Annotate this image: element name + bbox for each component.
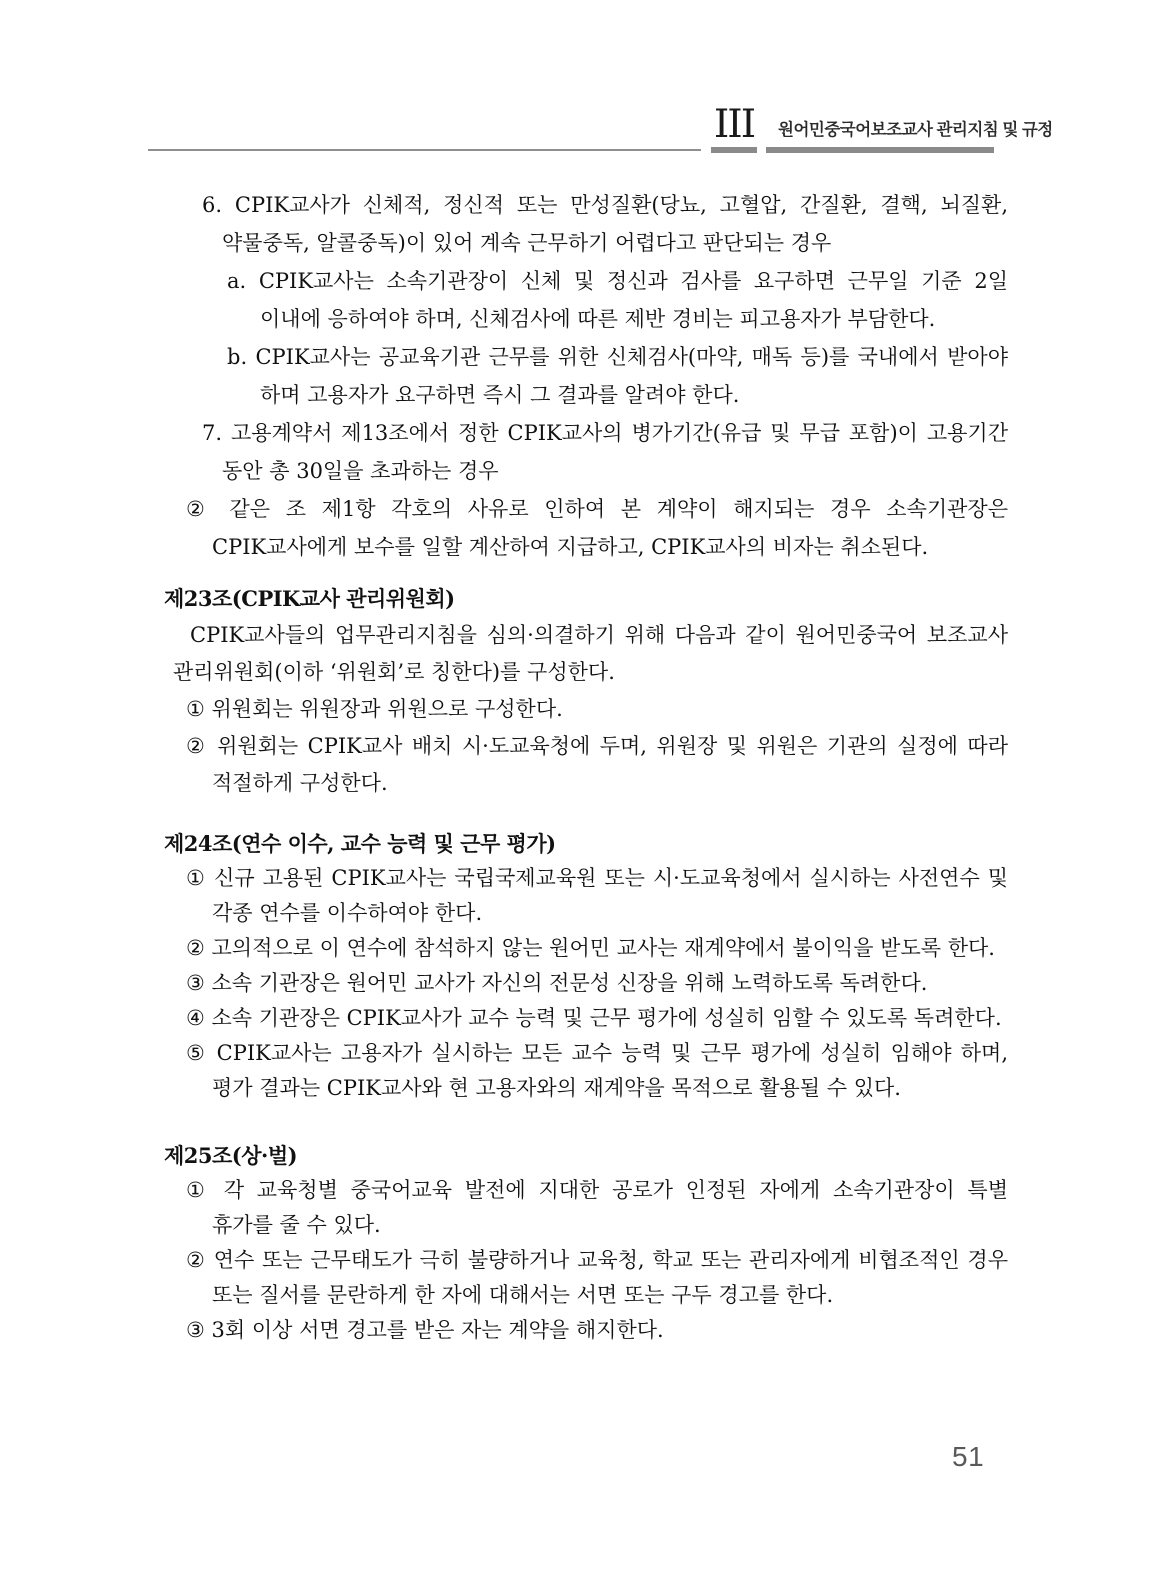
document-body — [164, 186, 1008, 1348]
list-item-24-5 — [164, 1036, 1008, 1106]
item-marker: ② — [186, 497, 214, 521]
item-marker: ③ — [186, 971, 205, 995]
item-marker: ④ — [186, 1006, 205, 1030]
item-marker: ② — [186, 734, 208, 758]
item-marker: 7. — [202, 421, 223, 445]
article-23-lead-paragraph: CPIK교사들의 업무관리지침을 심의·의결하기 위해 다음과 같이 원어민중국어 보조교사 관리위원회(이하 ‘위원회’로 칭한다)를 구성한다. — [173, 623, 1008, 684]
list-item-25-2 — [164, 1243, 1008, 1313]
list-item-25-1 — [164, 1173, 1008, 1243]
article-23-heading: 제23조(CPIK교사 관리위원회) — [164, 586, 455, 611]
item-text: 위원회는 CPIK교사 배치 시·도교육청에 두며, 위원장 및 위원은 기관의 실정에 따라 적절하게 구성한다. — [212, 734, 1008, 795]
section-article-23 — [164, 580, 1008, 802]
item-text: 위원회는 위원장과 위원으로 구성한다. — [211, 697, 563, 721]
header-rule-thin — [148, 149, 701, 151]
article-24-heading: 제24조(연수 이수, 교수 능력 및 근무 평가) — [164, 831, 556, 856]
item-text: 소속 기관장은 원어민 교사가 자신의 전문성 신장을 위해 노력하도록 독려한다. — [211, 971, 928, 995]
list-item-24-2 — [164, 931, 1008, 966]
item-marker: a. — [227, 269, 247, 293]
section-article-24 — [164, 826, 1008, 1106]
list-item-6 — [164, 186, 1008, 262]
item-marker: ① — [186, 1178, 211, 1202]
item-marker: ① — [186, 697, 205, 721]
item-text: 같은 조 제1항 각호의 사유로 인하여 본 계약이 해지되는 경우 소속기관장은 CPIK교사에게 보수를 일할 계산하여 지급하고, CPIK교사의 비자는 취소된다. — [212, 497, 1008, 559]
section-article-25 — [164, 1138, 1008, 1348]
item-text: 연수 또는 근무태도가 극히 불량하거나 교육청, 학교 또는 관리자에게 비협조적인 경우 또는 질서를 문란하게 한 자에 대해서는 서면 또는 구두 경고를 한다. — [212, 1248, 1008, 1307]
item-text: CPIK교사가 신체적, 정신적 또는 만성질환(당뇨, 고혈압, 간질환, 결핵, 뇌질환, 약물중독, 알콜중독)이 있어 계속 근무하기 어렵다고 판단되는 경우 — [222, 193, 1008, 255]
item-marker: ② — [186, 936, 205, 960]
item-text: 3회 이상 서면 경고를 받은 자는 계약을 해지한다. — [211, 1318, 664, 1342]
item-text: 소속 기관장은 CPIK교사가 교수 능력 및 근무 평가에 성실히 임할 수 있도록 독려한다. — [211, 1006, 1002, 1030]
item-marker: ③ — [186, 1318, 205, 1342]
page-number: 51 — [952, 1441, 985, 1472]
item-text: CPIK교사는 공교육기관 근무를 위한 신체검사(마약, 매독 등)를 국내에서 받아야 하며 고용자가 요구하면 즉시 그 결과를 알려야 한다. — [255, 345, 1008, 407]
item-text: 신규 고용된 CPIK교사는 국립국제교육원 또는 시·도교육청에서 실시하는 사전연수 및 각종 연수를 이수하여야 한다. — [212, 866, 1008, 925]
item-marker: b. — [227, 345, 248, 369]
article-25-heading: 제25조(상·벌) — [164, 1143, 298, 1168]
item-text: 각 교육청별 중국어교육 발전에 지대한 공로가 인정된 자에게 소속기관장이 특별 휴가를 줄 수 있다. — [212, 1178, 1008, 1237]
list-item-clause2 — [164, 490, 1008, 566]
list-item-24-3 — [164, 966, 1008, 1001]
list-item-24-1 — [164, 861, 1008, 931]
list-item-7 — [164, 414, 1008, 490]
header-section-number-underline — [711, 147, 757, 153]
item-marker: ① — [186, 866, 207, 890]
item-text: 고용계약서 제13조에서 정한 CPIK교사의 병가기간(유급 및 무급 포함)이 고용기간 동안 총 30일을 초과하는 경우 — [222, 421, 1008, 483]
header-section-number: III — [713, 102, 755, 147]
item-text: CPIK교사는 소속기관장이 신체 및 정신과 검사를 요구하면 근무일 기준 2일 이내에 응하여야 하며, 신체검사에 따른 제반 경비는 피고용자가 부담한다. — [258, 269, 1008, 331]
item-marker: ⑤ — [186, 1041, 208, 1065]
list-item-25-3 — [164, 1313, 1008, 1348]
list-item-24-4 — [164, 1001, 1008, 1036]
item-marker: 6. — [202, 193, 223, 217]
item-text: 고의적으로 이 연수에 참석하지 않는 원어민 교사는 재계약에서 불이익을 받도록 한다. — [211, 936, 995, 960]
item-marker: ② — [186, 1248, 206, 1272]
item-text: CPIK교사는 고용자가 실시하는 모든 교수 능력 및 근무 평가에 성실히 임해야 하며, 평가 결과는 CPIK교사와 현 고용자와의 재계약을 목적으로 활용될 수 있다. — [212, 1041, 1008, 1100]
section-intro — [164, 186, 1008, 566]
list-item-6a — [164, 262, 1008, 338]
list-item-23-2 — [164, 728, 1008, 802]
list-item-23-1 — [164, 691, 1008, 728]
header-title-underline — [766, 147, 994, 153]
header-section-title: 원어민중국어보조교사 관리지침 및 규정 — [778, 121, 1053, 139]
list-item-6b — [164, 338, 1008, 414]
